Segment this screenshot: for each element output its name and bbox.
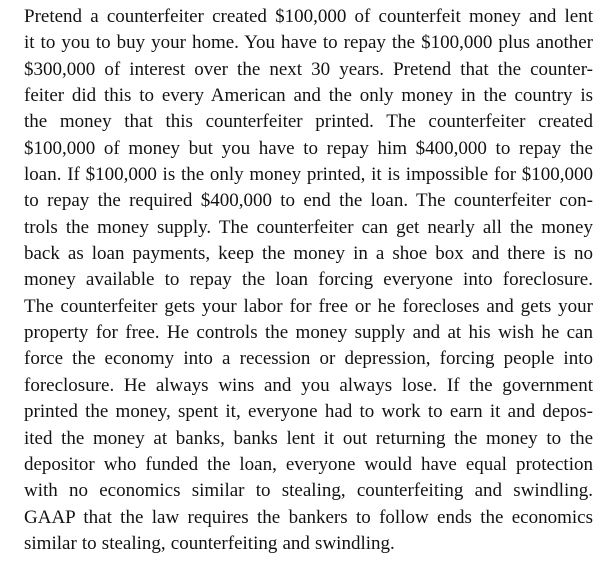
text-line: property for free. He controls the money supply and at his wish he can xyxy=(24,322,593,344)
text-line: with no economics similar to stealing, counterfeiting and swindling. xyxy=(24,480,593,502)
text-line: it to you to buy your home. You have to repay the $100,000 plus another xyxy=(24,32,593,54)
text-line: back as loan payments, keep the money in a shoe box and there is no xyxy=(24,243,593,265)
text-line: GAAP that the law requires the bankers to follow ends the economics xyxy=(24,506,593,528)
text-line: The counterfeiter gets your labor for free or he forecloses and gets your xyxy=(24,295,593,317)
text-line: printed the money, spent it, everyone had to work to earn it and depos- xyxy=(24,401,593,423)
text-line: depositor who funded the loan, everyone would have equal protection xyxy=(24,453,593,475)
text-line: loan. If $100,000 is the only money printed, it is impossible for $100,000 xyxy=(24,164,593,186)
text-line: similar to stealing, counterfeiting and swindling. xyxy=(24,532,395,554)
text-line: feiter did this to every American and the only money in the country is xyxy=(24,85,593,107)
text-line: the money that this counterfeiter printed. The counterfeiter created xyxy=(24,111,593,133)
text-line: to repay the required $400,000 to end the loan. The counterfeiter con- xyxy=(24,190,593,212)
paragraph-text xyxy=(24,4,593,557)
text-line: ited the money at banks, banks lent it out returning the money to the xyxy=(24,427,593,449)
text-line: trols the money supply. The counterfeiter can get nearly all the money xyxy=(24,216,593,238)
text-line: force the economy into a recession or depression, forcing people into xyxy=(24,348,593,370)
text-line: Pretend a counterfeiter created $100,000 of counterfeit money and lent xyxy=(24,6,593,27)
text-line: money available to repay the loan forcing everyone into foreclosure. xyxy=(24,269,593,291)
text-line: $300,000 of interest over the next 30 years. Pretend that the counter- xyxy=(24,58,593,80)
text-line: foreclosure. He always wins and you always lose. If the government xyxy=(24,374,593,396)
text-line: $100,000 of money but you have to repay him $400,000 to repay the xyxy=(24,137,593,159)
